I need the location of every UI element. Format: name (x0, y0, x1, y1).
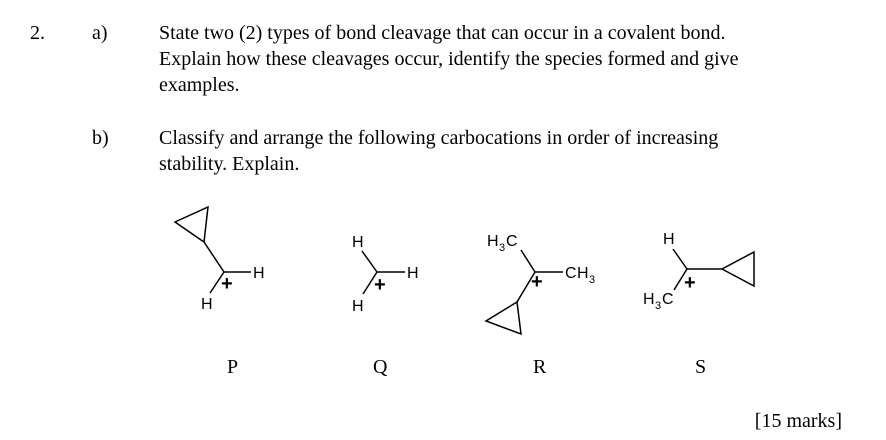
svg-text:H: H (643, 291, 655, 308)
structure-s-h-top: H (663, 231, 675, 248)
structure-p-label: P (227, 356, 239, 378)
part-a-line-2: Explain how these cleavages occur, identify the species formed and give (159, 48, 739, 70)
structure-s-bond-h (673, 249, 687, 269)
structure-q-h-top: H (352, 234, 364, 251)
part-a-label: a) (92, 22, 108, 44)
structure-r-ch3 (565, 265, 595, 286)
structure-s-h3c (643, 291, 674, 312)
structure-p-h-right: H (253, 265, 265, 282)
marks-allocation: [15 marks] (754, 410, 842, 432)
part-a-line-1: State two (2) types of bond cleavage that can occur in a covalent bond. (159, 22, 726, 44)
structure-r-label: R (533, 356, 547, 378)
structure-r (486, 250, 563, 334)
svg-text:H: H (577, 265, 589, 282)
svg-text:3: 3 (589, 274, 596, 286)
part-a-line-3: examples. (159, 74, 240, 96)
svg-text:C: C (662, 291, 674, 308)
structure-q-label: Q (373, 356, 388, 378)
part-b-line-2: stability. Explain. (159, 153, 300, 175)
question-number: 2. (30, 22, 45, 44)
structure-p-positive-charge: + (221, 273, 233, 295)
svg-text:C: C (506, 233, 518, 250)
structure-r-bond-ch3-top (521, 250, 535, 272)
structure-p-bond-ring (204, 242, 224, 272)
structure-s-label: S (695, 356, 707, 378)
part-b-line-1: Classify and arrange the following carbocations in order of increasing (159, 127, 719, 149)
structure-p (175, 207, 251, 293)
svg-text:C: C (565, 265, 577, 282)
svg-text:H: H (487, 233, 499, 250)
svg-text:3: 3 (655, 300, 662, 312)
structure-q-h-right: H (407, 265, 419, 282)
structure-r-h3c (487, 233, 518, 254)
structure-p-h-left: H (201, 296, 213, 313)
structure-p-cyclopropyl-ring (175, 207, 208, 242)
part-b-label: b) (92, 127, 109, 149)
structure-r-cyclopropyl-ring (486, 302, 521, 334)
structure-q-bond-h-top (362, 251, 377, 272)
structure-q-positive-charge: + (374, 274, 386, 296)
structure-s-cyclopropyl-ring (722, 252, 754, 286)
structure-r-positive-charge: + (531, 271, 543, 293)
structure-q-h-bottom: H (352, 298, 364, 315)
structure-s-positive-charge: + (684, 272, 696, 294)
svg-text:3: 3 (499, 242, 506, 254)
